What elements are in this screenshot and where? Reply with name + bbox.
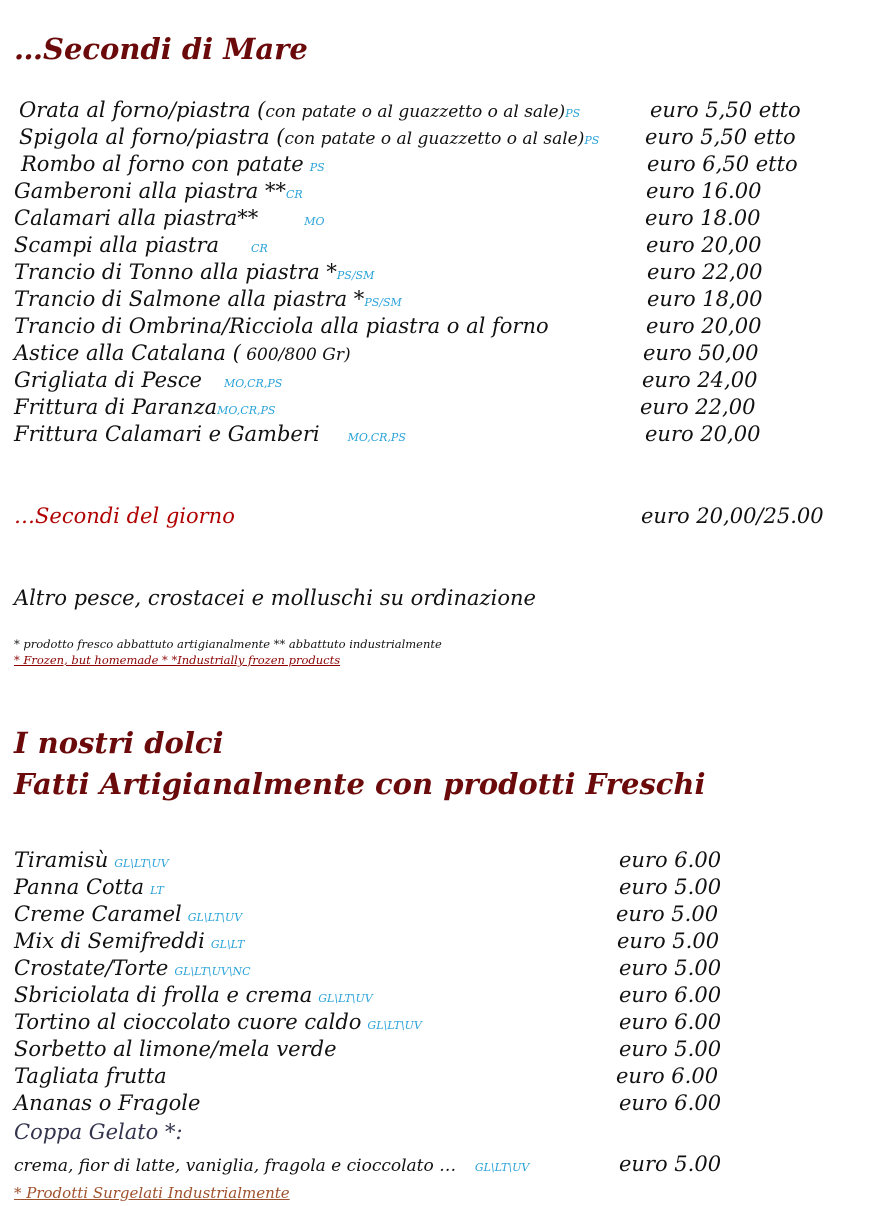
- dolci-item-name: Mix di Semifreddi: [14, 929, 205, 953]
- dolci-item: [14, 928, 244, 958]
- mare-item-name: Orata al forno/piastra (: [19, 98, 266, 122]
- coppa-gelato-label: Coppa Gelato *:: [14, 1120, 183, 1144]
- mare-item-allergen-tag: PS: [309, 161, 325, 174]
- gelato-flavors-text: crema, fior di latte, vaniglia, fragola e cioccolato …: [14, 1156, 457, 1176]
- dolci-item-price: euro 5.00: [619, 875, 722, 899]
- mare-item: [14, 394, 275, 424]
- section-title-mare: …Secondi di Mare: [14, 32, 308, 66]
- mare-item-detail: 600/800 Gr): [240, 345, 351, 365]
- dolci-item: [14, 982, 373, 1012]
- mare-item-name: Trancio di Ombrina/Ricciola alla piastra o al forno: [14, 314, 549, 338]
- mare-item-allergen-tag: MO: [304, 215, 325, 228]
- mare-item: [14, 367, 282, 397]
- mare-item-name: Calamari alla piastra**: [14, 206, 259, 230]
- dolci-item: [14, 1063, 167, 1089]
- mare-item: [19, 97, 580, 127]
- dolci-item-name: Panna Cotta: [14, 875, 145, 899]
- mare-item-allergen-tag: MO,CR,PS: [223, 377, 283, 390]
- section-title-dolci: I nostri dolci: [14, 726, 224, 760]
- secondi-giorno-label: …Secondi del giorno: [14, 504, 235, 528]
- dolci-item-name: Tagliata frutta: [14, 1064, 167, 1088]
- mare-item-allergen-tag: CR: [285, 188, 303, 201]
- mare-item-price: euro 20,00: [646, 233, 762, 257]
- mare-item-name: Scampi alla piastra: [14, 233, 220, 257]
- mare-item-detail: con patate o al guazzetto o al sale): [265, 102, 566, 122]
- mare-item: [14, 340, 351, 368]
- note-english: * Frozen, but homemade * *Industrially frozen products: [14, 653, 341, 667]
- mare-item-price: euro 5,50 etto: [650, 98, 801, 122]
- dolci-item: [14, 1036, 337, 1062]
- mare-item-allergen-tag: PS/SM: [336, 269, 375, 282]
- note-italian: * prodotto fresco abbattuto artigianalmente ** abbattuto industrialmente: [14, 637, 442, 651]
- mare-item: [14, 259, 374, 289]
- mare-item-name: Rombo al forno con patate: [21, 152, 304, 176]
- dolci-item-name: Sorbetto al limone/mela verde: [14, 1037, 337, 1061]
- mare-item: [14, 205, 325, 235]
- mare-item-price: euro 6,50 etto: [647, 152, 798, 176]
- mare-item-name: Gamberoni alla piastra **: [14, 179, 286, 203]
- dolci-item-name: Sbriciolata di frolla e crema: [14, 983, 313, 1007]
- mare-item-price: euro 22,00: [647, 260, 763, 284]
- mare-item-name: Trancio di Tonno alla piastra *: [14, 260, 337, 284]
- mare-item: [14, 421, 406, 451]
- dolci-item: [14, 874, 164, 904]
- dolci-item-allergen-tag: GL\LT\UV: [114, 857, 169, 870]
- mare-item-name: Grigliata di Pesce: [14, 368, 202, 392]
- dolci-item-allergen-tag: GL\LT\UV\NC: [174, 965, 251, 978]
- mare-item: [14, 232, 268, 262]
- mare-item: [14, 178, 303, 208]
- dolci-item-price: euro 6.00: [616, 1064, 719, 1088]
- dolci-item-price: euro 6.00: [619, 983, 722, 1007]
- mare-item-price: euro 18,00: [647, 287, 763, 311]
- mare-item: [19, 124, 599, 154]
- mare-item: [14, 313, 549, 339]
- dolci-item-price: euro 6.00: [619, 1010, 722, 1034]
- dolci-item-name: Tiramisù: [14, 848, 109, 872]
- dolci-item: [14, 1090, 200, 1116]
- gelato-flavors: [14, 1151, 529, 1181]
- dolci-item-price: euro 6.00: [619, 1091, 722, 1115]
- dolci-item-allergen-tag: GL\LT\UV: [318, 992, 373, 1005]
- mare-item: [14, 286, 402, 316]
- dolci-item-price: euro 5.00: [616, 902, 719, 926]
- mare-item-name: Spigola al forno/piastra (: [19, 125, 285, 149]
- mare-item-price: euro 18.00: [645, 206, 761, 230]
- mare-item-price: euro 16.00: [646, 179, 762, 203]
- dolci-item-name: Creme Caramel: [14, 902, 182, 926]
- dolci-item-allergen-tag: GL\LT\UV: [367, 1019, 422, 1032]
- mare-item-allergen-tag: MO,CR,PS: [347, 431, 406, 444]
- dolci-item-name: Ananas o Fragole: [14, 1091, 201, 1115]
- gelato-allergen-tag: GL\LT\UV: [474, 1161, 530, 1174]
- mare-item-price: euro 5,50 etto: [645, 125, 796, 149]
- dolci-item-price: euro 6.00: [619, 848, 722, 872]
- mare-item-name: Frittura Calamari e Gamberi: [14, 422, 320, 446]
- secondi-giorno-price: euro 20,00/25.00: [641, 504, 824, 528]
- dolci-item-allergen-tag: GL\LT: [210, 938, 245, 951]
- mare-item-price: euro 20,00: [646, 314, 762, 338]
- mare-item-name: Trancio di Salmone alla piastra *: [14, 287, 365, 311]
- dolci-item-price: euro 5.00: [617, 929, 720, 953]
- mare-item-allergen-tag: PS: [565, 107, 581, 120]
- mare-item: [21, 151, 325, 181]
- dolci-item: [14, 847, 169, 877]
- dolci-item: [14, 955, 251, 985]
- altro-pesce-text: Altro pesce, crostacei e molluschi su ordinazione: [14, 586, 536, 610]
- dolci-item: [14, 901, 242, 931]
- dolci-item-allergen-tag: GL\LT\UV: [187, 911, 243, 924]
- dolci-item-price: euro 5.00: [619, 956, 722, 980]
- mare-item-price: euro 20,00: [645, 422, 761, 446]
- dolci-item: [14, 1009, 422, 1039]
- section-subtitle-dolci: Fatti Artigianalmente con prodotti Freschi: [14, 767, 706, 801]
- mare-item-name: Astice alla Catalana (: [14, 341, 241, 365]
- mare-item-allergen-tag: CR: [251, 242, 268, 255]
- dolci-footnote: * Prodotti Surgelati Industrialmente: [14, 1184, 290, 1202]
- dolci-item-price: euro 5.00: [619, 1037, 722, 1061]
- mare-item-allergen-tag: PS/SM: [364, 296, 402, 309]
- mare-item-detail: con patate o al guazzetto o al sale): [284, 129, 585, 149]
- mare-item-name: Frittura di Paranza: [14, 395, 218, 419]
- dolci-item-allergen-tag: LT: [150, 884, 164, 897]
- gelato-price: euro 5.00: [619, 1152, 722, 1176]
- mare-item-allergen-tag: PS: [584, 134, 600, 147]
- mare-item-allergen-tag: MO,CR,PS: [217, 404, 276, 417]
- mare-item-price: euro 24,00: [642, 368, 758, 392]
- mare-item-price: euro 50,00: [643, 341, 759, 365]
- dolci-item-name: Tortino al cioccolato cuore caldo: [14, 1010, 362, 1034]
- mare-item-price: euro 22,00: [640, 395, 756, 419]
- dolci-item-name: Crostate/Torte: [14, 956, 169, 980]
